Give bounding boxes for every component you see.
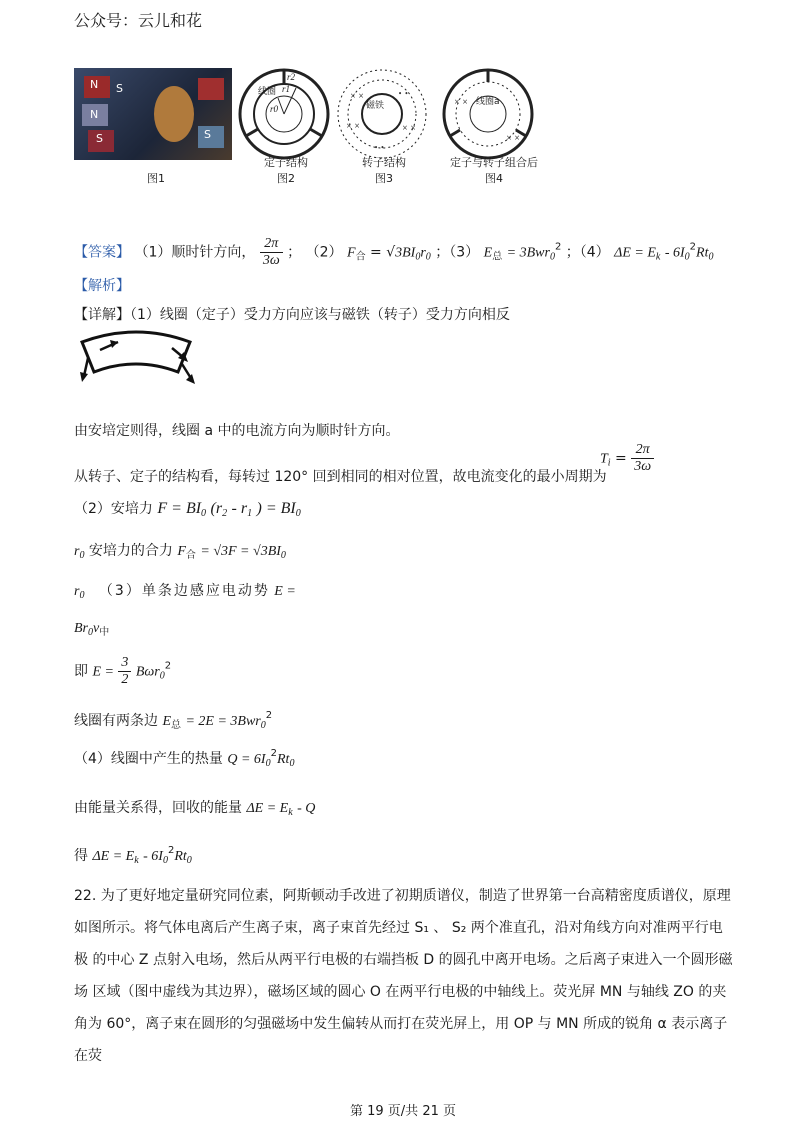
answer-part2: （2） <box>305 244 343 261</box>
analysis-tag: 【解析】 <box>74 278 130 294</box>
fig2-title: 定子结构 <box>264 156 308 169</box>
svg-text:× ×: × × <box>506 134 520 142</box>
svg-text:• •: • • <box>398 90 409 98</box>
answer-fraction: $\frac{2\pi}{3\omega}$ <box>260 236 283 269</box>
label-r0: r0 <box>270 104 279 114</box>
svg-text:× ×: × × <box>346 122 360 130</box>
fig2-caption: 图2 <box>277 172 295 185</box>
svg-text:• •: • • <box>374 144 385 152</box>
question-22: 22. 为了更好地定量研究同位素，阿斯顿动手改进了初期质谱仪，制造了世界第一台高精密度质谱仪，原理如图所示。将气体电离后产生离子束，离子束首先经过 S₁ 、 S₂ 两个准直孔，沿对角线方向对准两平行电极 的中心 Z 点射入电场，然后从两平行电极的右端挡板 D 的圆孔中离开电场。之后离子束进入一个圆形磁场 区域（图中虚线为其边界），磁场区域的圆心 O 在两平行电极的中轴线上。荧光屏 MN 与轴线 ZO 的夹角为 60°，离子束在圆形的匀强磁场中发生偏转从而打在荧光屏上，用 OP 与 MN 所成的锐角 α 表示离子在荧 <box>74 888 733 1064</box>
header-text: 公众号：云儿和花 <box>74 11 203 30</box>
answer-part3: ；（3） <box>435 244 480 261</box>
fig4-title: 定子与转子组合后 <box>450 156 538 169</box>
period-formula: $T_i$ = $\frac{2\pi}{3\omega}$ <box>600 442 654 475</box>
label-r1: r1 <box>282 84 291 94</box>
combined-diagram <box>440 68 536 160</box>
rotor-diagram <box>336 68 428 160</box>
label-coil-a: 线圈a <box>476 97 500 107</box>
label-coil: 线圈 <box>258 87 277 97</box>
motor-letter: S <box>116 82 123 95</box>
svg-text:× ×: × × <box>454 98 468 106</box>
force-arrows-diagram <box>74 328 198 392</box>
fig4-caption: 图4 <box>485 172 503 185</box>
fig3-caption: 图3 <box>375 172 393 185</box>
label-r2: r2 <box>287 72 296 82</box>
detail-line-11: 由能量关系得，回收的能量 $\Delta E = E_k - Q$ <box>74 800 316 818</box>
detail-line-9: 线圈有两条边 $E_总 = 2E = 3Bwr_0^2$ <box>74 710 273 731</box>
detail-line-6: $r_0$ （3）单条边感应电动势 E = <box>74 583 296 601</box>
answer-part4: ；（4） <box>565 244 610 261</box>
detail-line-5: $r_0$ 安培力的合力 $F_合 = √3F = √3BI_0$ <box>74 543 286 561</box>
fig3-title: 转子结构 <box>362 156 406 169</box>
fig1-caption: 图1 <box>147 172 165 185</box>
motor-letter: N <box>90 108 99 121</box>
answer-line: 【答案】 （1）顺时针方向， $\frac{2\pi}{3\omega}$ ； （2） $F_合 = √3BI_0r_0$ ；（3） $E_总 = 3Bwr_0^2$ ；（4） $\Delta E = E_k - 6I_0^2Rt_0$ <box>74 236 714 269</box>
label-magnet: 磁铁 <box>366 101 385 111</box>
motor-letter: N <box>90 78 99 91</box>
detail-line-10: （4）线圈中产生的热量 $Q = 6I_0^2Rt_0$ <box>74 748 295 769</box>
motor-photo <box>74 68 232 160</box>
detail-line-4: （2）安培力 $F = BI_0$ ($r_2 - r_1$ ) = $BI_0$ <box>74 500 301 519</box>
motor-letter: S <box>96 132 103 145</box>
motor-letter: S <box>204 128 211 141</box>
detail-line-1: 【详解】（1）线圈（定子）受力方向应该与磁铁（转子）受力方向相反 <box>74 307 510 323</box>
detail-line-2: 由安培定则得，线圈 a 中的电流方向为顺时针方向。 <box>74 423 400 439</box>
detail-line-8: 即 E = $\frac{3}{2}$ Bωr$_0^2$ <box>74 655 172 688</box>
detail-line-12: 得 $\Delta E = E_k - 6I_0^2Rt_0$ <box>74 845 192 866</box>
svg-text:× ×: × × <box>350 92 364 100</box>
stator-diagram <box>238 68 330 160</box>
answer-part1: （1）顺时针方向， <box>134 244 256 261</box>
answer-tag: 【答案】 <box>74 244 130 261</box>
detail-line-7: $Br_0v_中$ <box>74 621 110 638</box>
detail-tag: 【详解】 <box>74 307 130 323</box>
page-footer: 第 19 页/共 21 页 <box>350 1104 456 1119</box>
svg-text:× ×: × × <box>402 124 416 132</box>
detail-line-3: 从转子、定子的结构看，每转过 120° 回到相同的相对位置，故电流变化的最小周期为 <box>74 469 607 485</box>
